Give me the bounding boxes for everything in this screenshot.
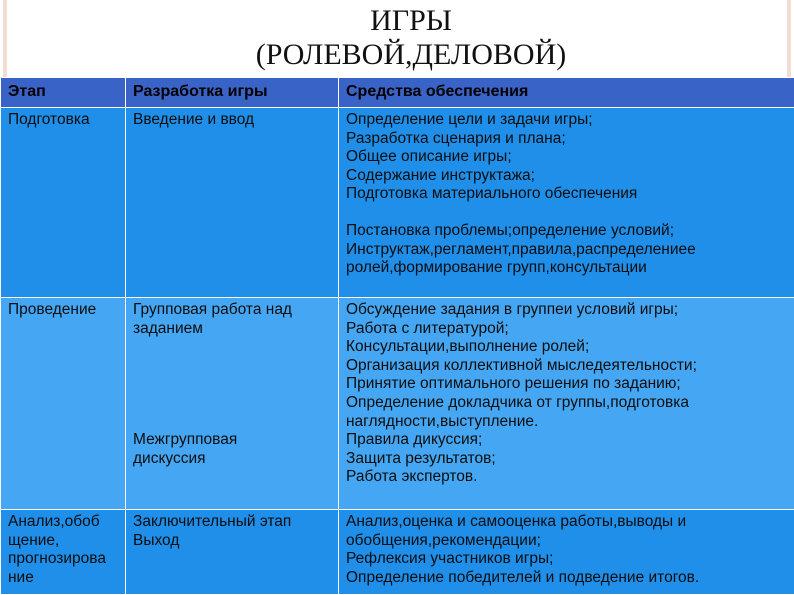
spacer: [346, 204, 788, 222]
cell-development: [126, 510, 339, 595]
title-line-2: (РОЛЕВОЙ,ДЕЛОВОЙ): [255, 38, 567, 71]
cell-line: Заключительный этап: [133, 513, 292, 530]
cell-line: Постановка проблемы;определение условий;: [346, 221, 674, 239]
cell-line: Анализ,обоб: [8, 513, 100, 530]
cell-development: [126, 298, 339, 510]
header-stage: Этап: [1, 78, 126, 108]
cell-line: Анализ,оценка и самооценка работы,выводы и: [346, 513, 687, 530]
cell-line: Групповая работа над: [133, 301, 292, 318]
cell-line: Работа с литературой;: [346, 319, 509, 337]
cell-line: Защита результатов;: [346, 449, 496, 467]
cell-line: прогнозирова: [8, 550, 106, 568]
header-development: Разработка игры: [126, 78, 339, 108]
title-line-1: ИГРЫ: [370, 4, 452, 37]
cell-means: [339, 108, 794, 298]
cell-line: заданием: [133, 319, 203, 337]
cell-line: дискуссия: [133, 449, 206, 467]
cell-line: Содержание инструктажа;: [346, 166, 535, 184]
cell-line: Принятие оптимального решения по заданию;: [346, 375, 681, 393]
cell-line: Подготовка материального обеспечения: [346, 185, 638, 203]
cell-line: ролей,формирование групп,консультации: [346, 259, 647, 277]
cell-line: Рефлексия участников игры;: [346, 550, 554, 568]
cell-line: Общее описание игры;: [346, 148, 512, 166]
cell-means: [339, 298, 794, 510]
cell-line: наглядности,выступление.: [346, 412, 539, 430]
cell-line: Определение цели и задачи игры;: [346, 111, 593, 128]
header-means: Средства обеспечения: [339, 78, 794, 108]
cell-line: Обсуждение задания в группеи условий игры;: [346, 301, 679, 318]
cell-line: Определение победителей и подведение итогов.: [346, 568, 700, 586]
cell-means: [339, 510, 794, 595]
cell-line: Определение докладчика от группы,подготовка: [346, 393, 690, 411]
cell-line: Выход: [133, 531, 180, 549]
spacer: [133, 338, 332, 431]
cell-line: Работа экспертов.: [346, 468, 478, 486]
table-row: [1, 510, 794, 595]
table-row: [1, 298, 794, 510]
cell-line: ние: [8, 568, 34, 586]
cell-stage: [1, 108, 126, 298]
cell-line: Правила дикуссия;: [346, 431, 483, 449]
cell-stage: [1, 298, 126, 510]
cell-line: щение,: [8, 531, 60, 549]
table-row: [1, 108, 794, 298]
cell-development: [126, 108, 339, 298]
cell-line: обобщения,рекомендации;: [346, 531, 541, 549]
cell-line: Подготовка: [8, 111, 90, 128]
cell-line: Разработка сценария и плана;: [346, 129, 566, 147]
cell-line: Межгрупповая: [133, 431, 238, 449]
cell-line: Инструктаж,регламент,правила,распределениее: [346, 240, 696, 258]
cell-line: Консультации,выполнение ролей;: [346, 338, 590, 356]
cell-line: Организация коллективной мыследеятельности;: [346, 356, 697, 374]
slide-title: [0, 4, 794, 72]
cell-line: Введение и ввод: [133, 111, 255, 128]
cell-line: Проведение: [8, 301, 97, 318]
cell-stage: [1, 510, 126, 595]
games-table: [0, 77, 794, 595]
table-header-row: [1, 78, 794, 108]
